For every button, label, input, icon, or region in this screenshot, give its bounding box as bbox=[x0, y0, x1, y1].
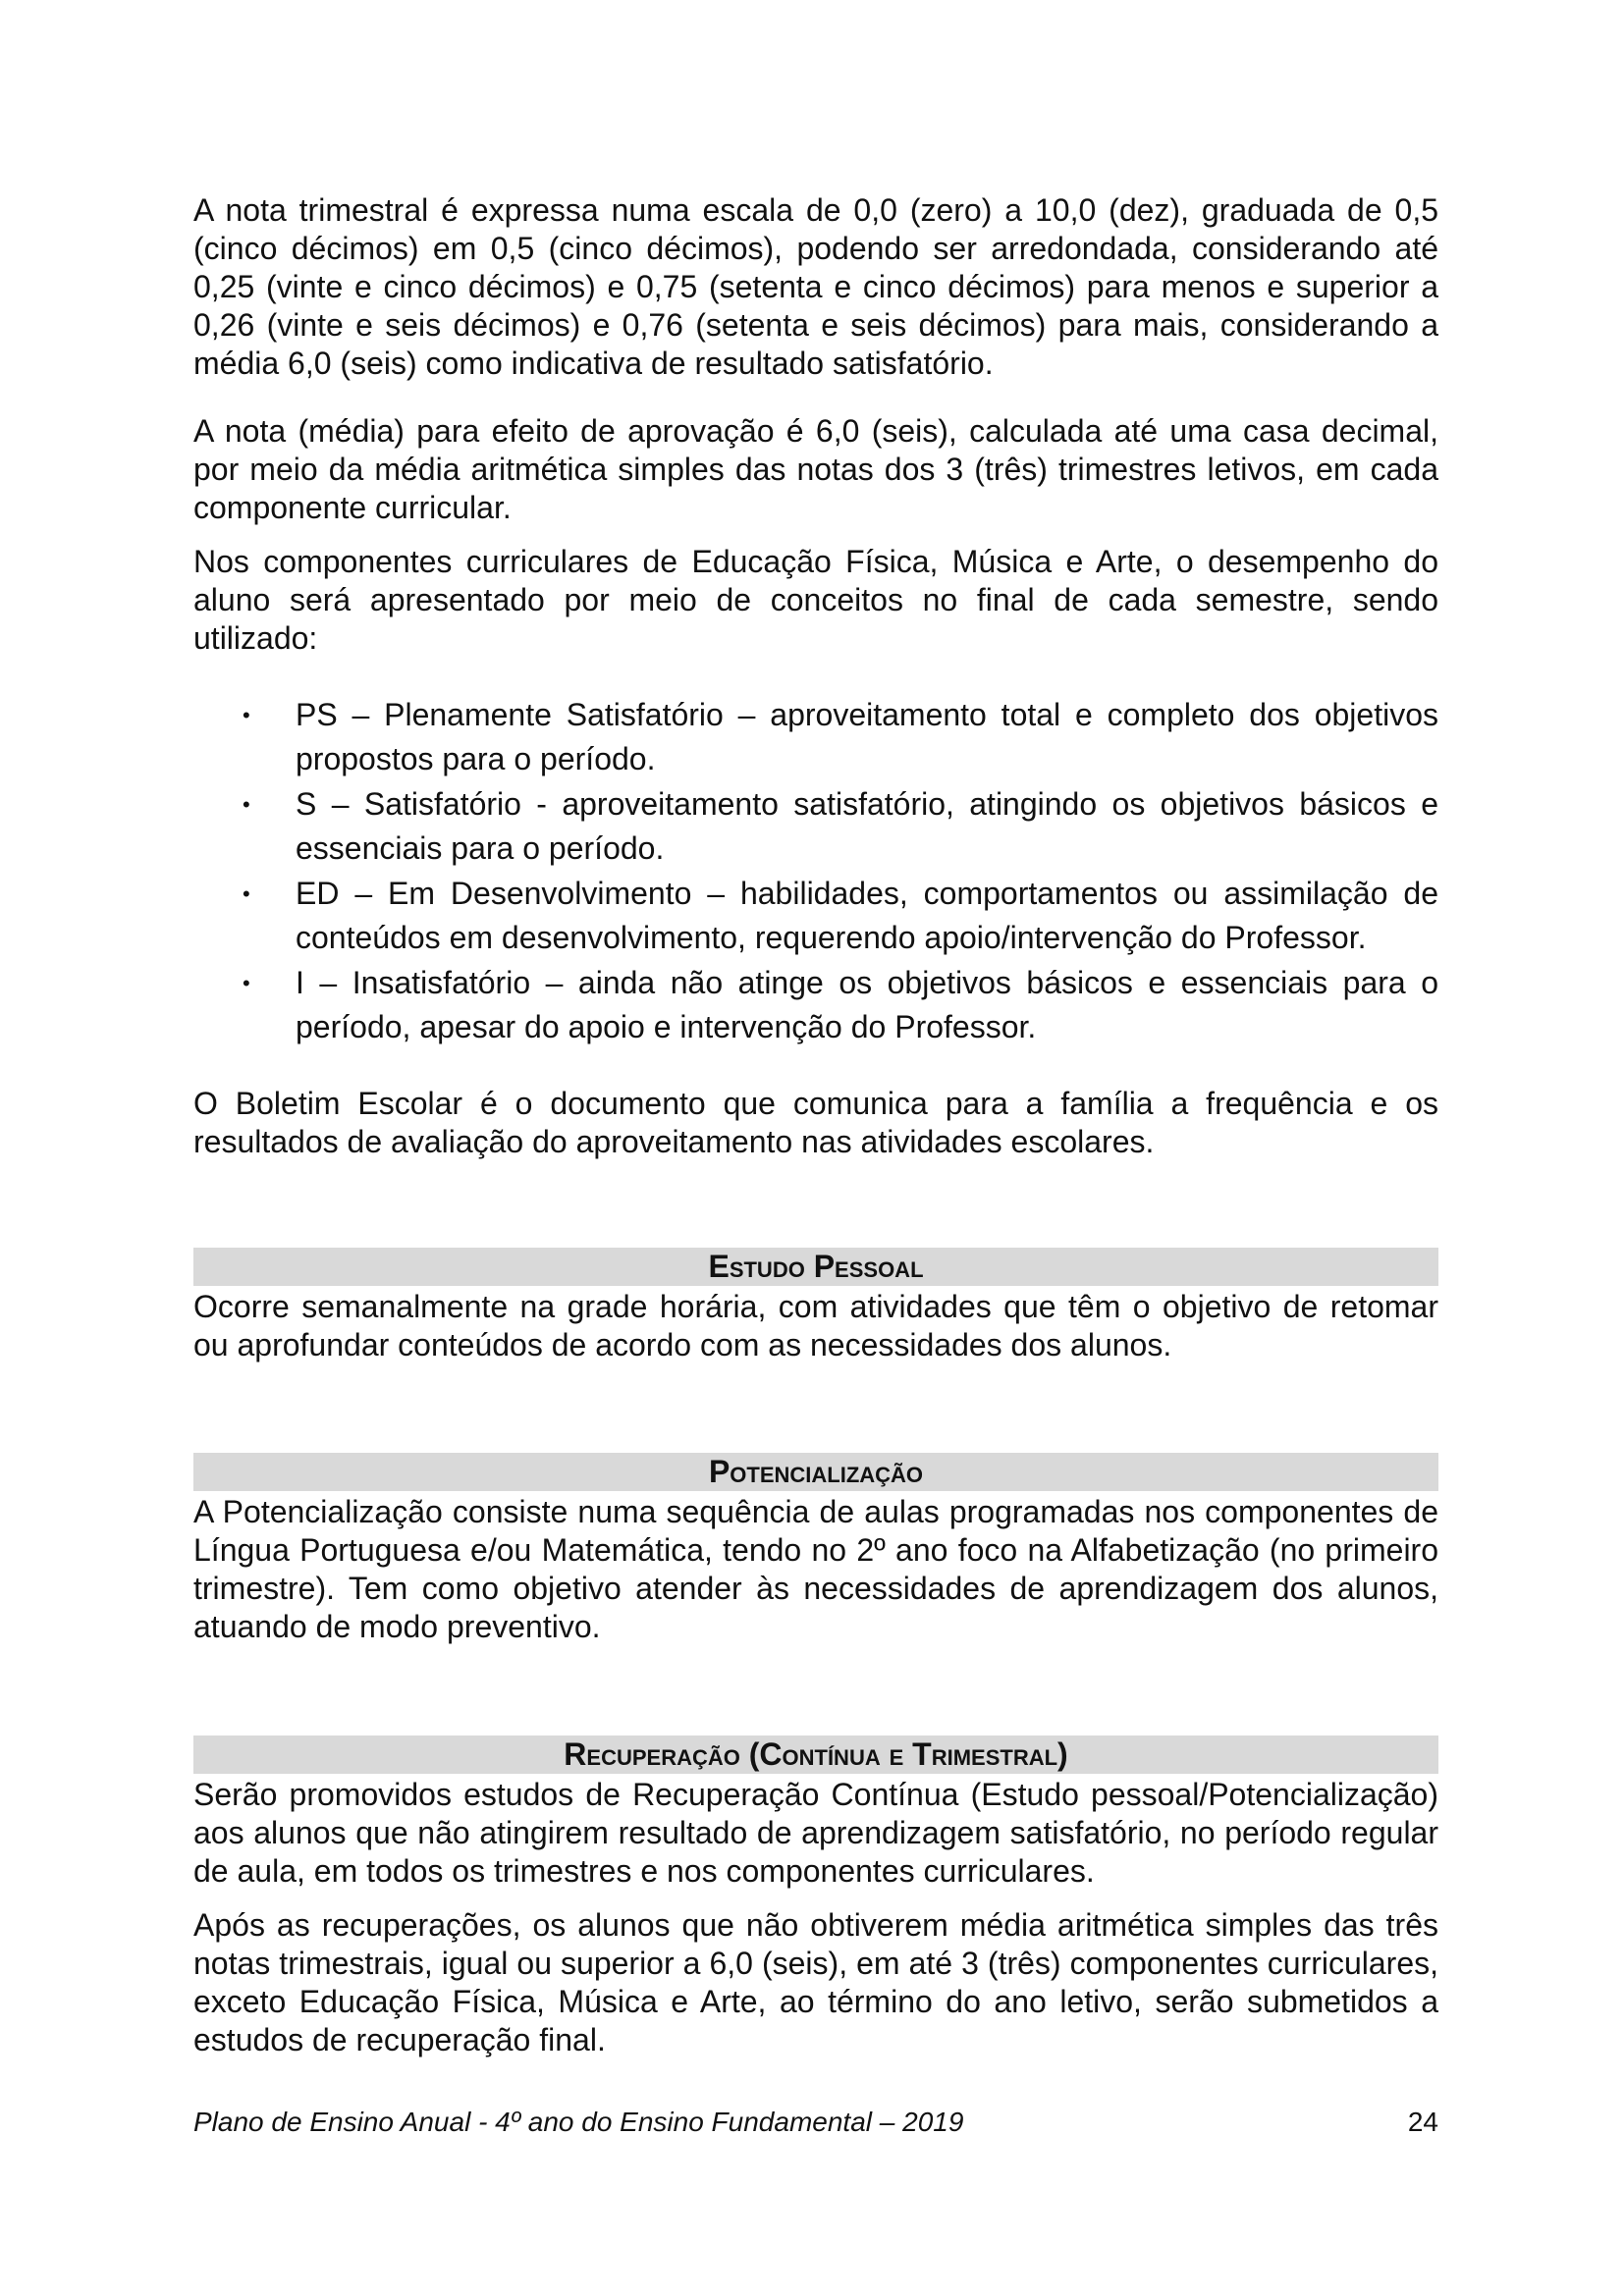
list-item bbox=[193, 872, 1438, 960]
bullet-icon: • bbox=[243, 881, 250, 906]
concept-ed-text: ED – Em Desenvolvimento – habilidades, comportamentos ou assimilação de conteúdos em desenvolvimento, requerendo apoio/intervenção do Professor. bbox=[296, 876, 1438, 955]
list-item bbox=[193, 782, 1438, 871]
document-page bbox=[193, 191, 1438, 2059]
bullet-icon: • bbox=[243, 792, 250, 817]
concept-ps-text: PS – Plenamente Satisfatório – aproveitamento total e completo dos objetivos propostos para o período. bbox=[296, 697, 1438, 776]
boletim-paragraph: O Boletim Escolar é o documento que comunica para a família a frequência e os resultados de avaliação do aproveitamento nas atividades escolares. bbox=[193, 1086, 1438, 1159]
section-heading-recuperacao: Recuperação (Contínua e Trimestral) bbox=[193, 1735, 1438, 1774]
list-item bbox=[193, 693, 1438, 781]
approval-paragraph: A nota (média) para efeito de aprovação é 6,0 (seis), calculada até uma casa decimal, por meio da média aritmética simples das notas dos 3 (três) trimestres letivos, em cada componente curricular. bbox=[193, 413, 1438, 525]
recuperacao-continua-paragraph: Serão promovidos estudos de Recuperação Contínua (Estudo pessoal/Potencialização) aos alunos que não atingirem resultado de aprendizagem satisfatório, no período regular de aula, em todos os trimestres e nos componentes curriculares. bbox=[193, 1777, 1438, 1889]
estudo-pessoal-paragraph: Ocorre semanalmente na grade horária, com atividades que têm o objetivo de retomar ou aprofundar conteúdos de acordo com as necessidades dos alunos. bbox=[193, 1289, 1438, 1362]
page-footer bbox=[193, 2106, 1438, 2139]
concepts-intro-paragraph: Nos componentes curriculares de Educação Física, Música e Arte, o desempenho do aluno será apresentado por meio de conceitos no final de cada semestre, sendo utilizado: bbox=[193, 544, 1438, 656]
recuperacao-final-paragraph: Após as recuperações, os alunos que não obtiverem média aritmética simples das três notas trimestrais, igual ou superior a 6,0 (seis), em até 3 (três) componentes curriculares, exceto Educação Física, Música e Arte, ao término do ano letivo, serão submetidos a estudos de recuperação final. bbox=[193, 1907, 1438, 2057]
concept-i-text: I – Insatisfatório – ainda não atinge os objetivos básicos e essenciais para o período, apesar do apoio e intervenção do Professor. bbox=[296, 965, 1438, 1044]
list-item bbox=[193, 961, 1438, 1049]
bullet-icon: • bbox=[243, 971, 250, 995]
concept-s-text: S – Satisfatório - aproveitamento satisfatório, atingindo os objetivos básicos e essenciais para o período. bbox=[296, 786, 1438, 866]
footer-document-title: Plano de Ensino Anual - 4º ano do Ensino Fundamental – 2019 bbox=[193, 2107, 964, 2137]
section-heading-potencializacao: Potencialização bbox=[193, 1453, 1438, 1491]
potencializacao-paragraph: A Potencialização consiste numa sequência de aulas programadas nos componentes de Língua Portuguesa e/ou Matemática, tendo no 2º ano foco na Alfabetização (no primeiro trimestre). Tem como objetivo atender às necessidades de aprendizagem dos alunos, atuando de modo preventivo. bbox=[193, 1494, 1438, 1644]
bullet-icon: • bbox=[243, 703, 250, 727]
grading-scale-paragraph: A nota trimestral é expressa numa escala de 0,0 (zero) a 10,0 (dez), graduada de 0,5 (cinco décimos) em 0,5 (cinco décimos), podendo ser arredondada, considerando até 0,25 (vinte e cinco décimos) e 0,75 (setenta e cinco décimos) para menos e superior a 0,26 (vinte e seis décimos) e 0,76 (setenta e seis décimos) para mais, considerando a média 6,0 (seis) como indicativa de resultado satisfatório. bbox=[193, 192, 1438, 381]
section-heading-estudo-pessoal: Estudo Pessoal bbox=[193, 1248, 1438, 1286]
page-number: 24 bbox=[1407, 2107, 1438, 2137]
concepts-list bbox=[193, 693, 1438, 1049]
